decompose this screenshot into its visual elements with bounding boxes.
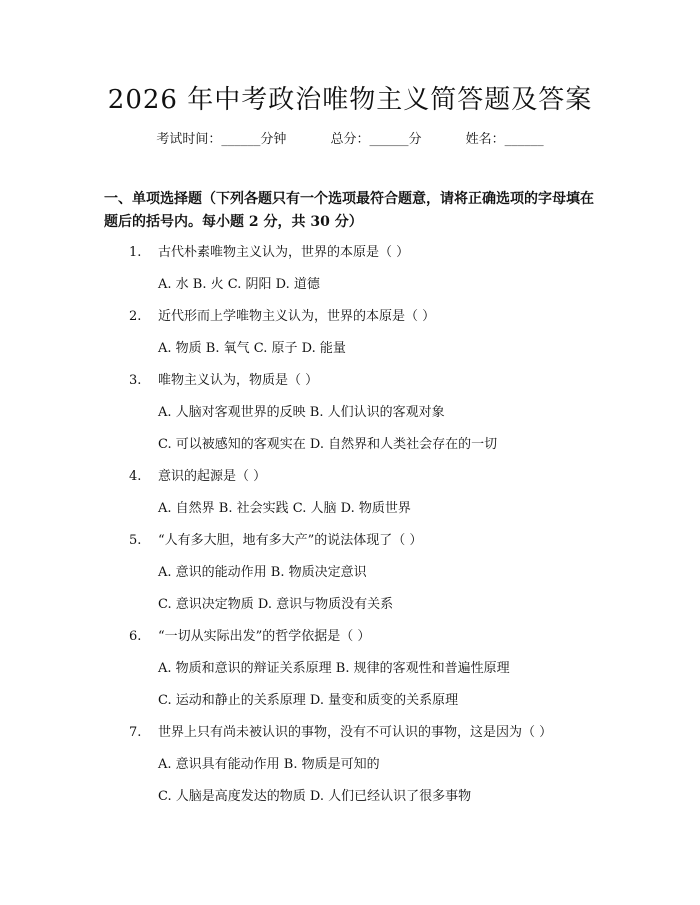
total-score-field: 总分：______分 <box>330 132 422 147</box>
section-heading: 一、单项选择题（下列各题只有一个选项最符合题意，请将正确选项的字母填在题后的括号内。每小题 2 分，共 30 分） <box>104 191 594 230</box>
question-text: 唯物主义认为，物质是（ ） <box>158 373 319 388</box>
question-options: A. 人脑对客观世界的反映 B. 人们认识的客观对象 <box>158 405 445 420</box>
question-options: A. 意识具有能动作用 B. 物质是可知的 <box>158 757 380 772</box>
exam-time-field: 考试时间：______分钟 <box>156 132 287 147</box>
question-text: 近代形而上学唯物主义认为，世界的本原是（ ） <box>158 309 436 324</box>
name-field: 姓名：______ <box>465 132 544 147</box>
exam-meta <box>0 130 700 150</box>
question-options: A. 物质 B. 氧气 C. 原子 D. 能量 <box>158 341 346 356</box>
question-text: 古代朴素唯物主义认为，世界的本原是（ ） <box>158 245 410 260</box>
question-text: “一切从实际出发”的哲学依据是（ ） <box>158 629 371 644</box>
question-options: C. 人脑是高度发达的物质 D. 人们已经认识了很多事物 <box>158 789 472 804</box>
question-text: 意识的起源是（ ） <box>158 469 267 484</box>
question-options: C. 可以被感知的客观实在 D. 自然界和人类社会存在的一切 <box>158 437 498 452</box>
question-number: 1. <box>129 245 142 260</box>
question-text: 世界上只有尚未被认识的事物，没有不可认识的事物，这是因为（ ） <box>158 725 553 740</box>
question-number: 3. <box>129 373 142 388</box>
question-number: 6. <box>129 629 142 644</box>
question-options: C. 意识决定物质 D. 意识与物质没有关系 <box>158 597 394 612</box>
question-options: A. 水 B. 火 C. 阴阳 D. 道德 <box>158 277 320 292</box>
question-options: A. 意识的能动作用 B. 物质决定意识 <box>158 565 367 580</box>
question-number: 7. <box>129 725 142 740</box>
question-number: 5. <box>129 533 142 548</box>
question-options: C. 运动和静止的关系原理 D. 量变和质变的关系原理 <box>158 693 459 708</box>
question-text: “人有多大胆，地有多大产”的说法体现了（ ） <box>158 533 423 548</box>
question-options: A. 物质和意识的辩证关系原理 B. 规律的客观性和普遍性原理 <box>158 661 510 676</box>
question-options: A. 自然界 B. 社会实践 C. 人脑 D. 物质世界 <box>158 501 411 516</box>
question-number: 2. <box>129 309 142 324</box>
question-number: 4. <box>129 469 142 484</box>
document-title: 2026 年中考政治唯物主义简答题及答案 <box>107 85 593 115</box>
